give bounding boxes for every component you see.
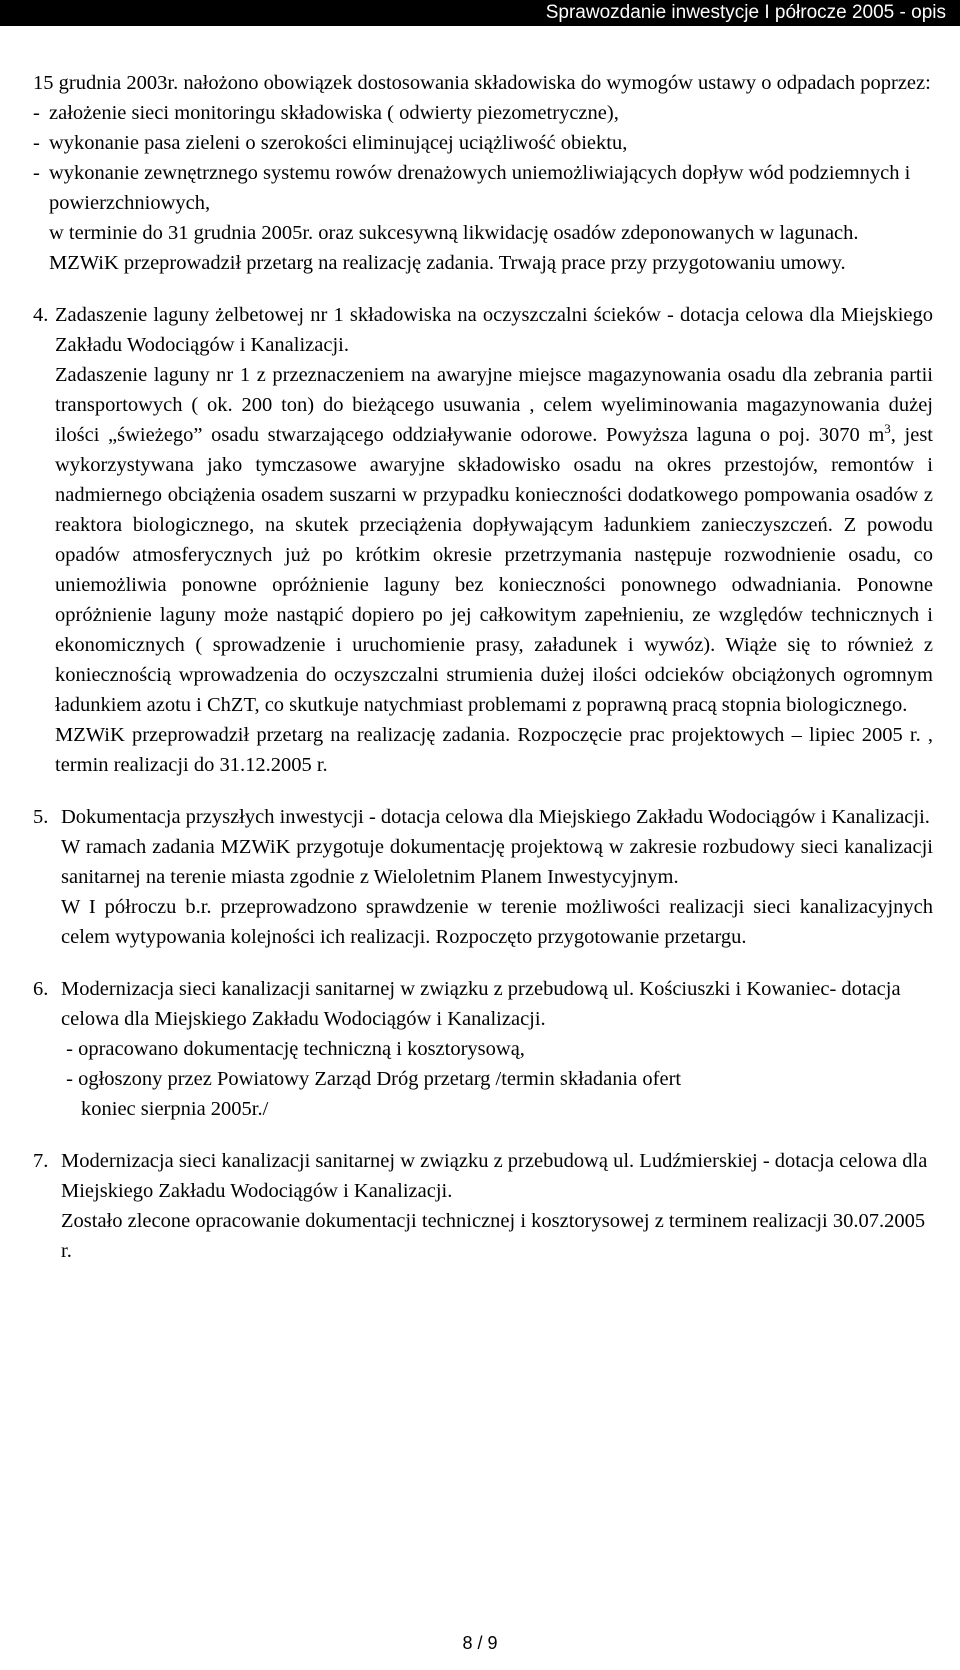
section-paragraph: W ramach zadania MZWiK przygotuje dokumentację projektową w zakresie rozbudowy sieci kanalizacji sanitarnej na terenie miasta zgodnie z Wieloletnim Planem Inwestycyjnym.: [61, 836, 933, 888]
list-item: - opracowano dokumentację techniczną i kosztorysową,: [61, 1038, 525, 1060]
section-tender: MZWiK przeprowadził przetarg na realizację zadania. Rozpoczęcie prac projektowych – lipiec 2005 r. , termin realizacji do 31.12.2005 r.: [55, 724, 933, 776]
list-item-continuation: koniec sierpnia 2005r./: [81, 1098, 269, 1120]
section-paragraph: Zostało zlecone opracowanie dokumentacji technicznej i kosztorysowej z terminem realizacji 30.07.2005 r.: [61, 1210, 926, 1262]
document-header: [0, 0, 960, 26]
intro-paragraph: 15 grudnia 2003r. nałożono obowiązek dostosowania składowiska do wymogów ustawy o odpadach poprzez:: [33, 72, 931, 94]
tender-paragraph: MZWiK przeprowadził przetarg na realizację zadania. Trwają prace przy przygotowaniu umowy.: [49, 252, 846, 274]
page-number: 8 / 9: [462, 1633, 498, 1653]
section-7: [33, 1146, 933, 1266]
section-number: 7.: [33, 1150, 49, 1172]
deadline-paragraph: w terminie do 31 grudnia 2005r. oraz sukcesywną likwidację osadów zdeponowanych w lagunach.: [49, 222, 859, 244]
section-5: [33, 802, 933, 952]
list-item: - wykonanie pasa zieleni o szerokości eliminującej uciążliwość obiektu,: [33, 132, 628, 154]
section-title: Modernizacja sieci kanalizacji sanitarnej w związku z przebudową ul. Kościuszki i Kowaniec- dotacja celowa dla Miejskiego Zakładu Wodociągów i Kanalizacji.: [61, 978, 901, 1030]
section-description: Zadaszenie laguny nr 1 z przeznaczeniem na awaryjne miejsce magazynowania osadu dla zebrania partii transportowych ( ok. 200 ton) do bieżącego usuwania , celem wyeliminowania magazynowania dużej ilości „świeżego” osadu stwarzającego oddziaływanie odorowe. Powyższa laguna o poj. 3070 $m^3$, jest wykorzystywana jako tymczasowe awaryjne składowisko osadu na okres przestojów, remontów i nadmiernego obciążenia osadem suszarni w przypadku konieczności dodatkowego pompowania osadów z reaktora biologicznego, na skutek przeciążenia dopływającym ładunkiem zanieczyszczeń. Z powodu opadów atmosferycznych już po krótkim okresie przetrzymania następuje rozwodnienie osadu, co uniemożliwia ponowne opróżnienie laguny bez konieczności ponownego odwadniania. Ponowne opróżnienie laguny może nastąpić dopiero po jej całkowitym zapełnieniu, ze względów technicznych i ekonomicznych ( sprowadzenie i uruchomienie prasy, załadunek i wywóz). Wiąże się to również z koniecznością wprowadzenia do oczyszczalni strumienia dużej ilości odcieków obciążonych ogromnym ładunkiem azotu i ChZT, co skutkuje natychmiast problemami z poprawną pracą stopnia biologicznego.: [55, 364, 934, 716]
list-item: - założenie sieci monitoringu składowiska ( odwierty piezometryczne),: [33, 102, 619, 124]
section-4: [33, 300, 933, 780]
document-body: [33, 68, 933, 1266]
section-number: 5.: [33, 806, 49, 828]
list-item: - wykonanie zewnętrznego systemu rowów drenażowych uniemożliwiających dopływ wód podziemnych i powierzchniowych,: [33, 162, 911, 214]
section-number: 4.: [33, 304, 49, 326]
section-title: Dokumentacja przyszłych inwestycji - dotacja celowa dla Miejskiego Zakładu Wodociągów i Kanalizacji.: [61, 806, 930, 828]
section-6: [33, 974, 933, 1124]
section-title: Modernizacja sieci kanalizacji sanitarnej w związku z przebudową ul. Ludźmierskiej - dotacja celowa dla Miejskiego Zakładu Wodociągów i Kanalizacji.: [61, 1150, 928, 1202]
section-title: Zadaszenie laguny żelbetowej nr 1 składowiska na oczyszczalni ścieków - dotacja celowa dla Miejskiego Zakładu Wodociągów i Kanalizacji.: [55, 304, 933, 356]
list-item: - ogłoszony przez Powiatowy Zarząd Dróg przetarg /termin składania ofert: [61, 1068, 682, 1090]
section-number: 6.: [33, 978, 49, 1000]
header-title: Sprawozdanie inwestycje I półrocze 2005 - opis: [545, 2, 946, 23]
section-paragraph: W I półroczu b.r. przeprowadzono sprawdzenie w terenie możliwości realizacji sieci kanalizacyjnych celem wytypowania kolejności ich realizacji. Rozpoczęto przygotowanie przetargu.: [61, 896, 933, 948]
